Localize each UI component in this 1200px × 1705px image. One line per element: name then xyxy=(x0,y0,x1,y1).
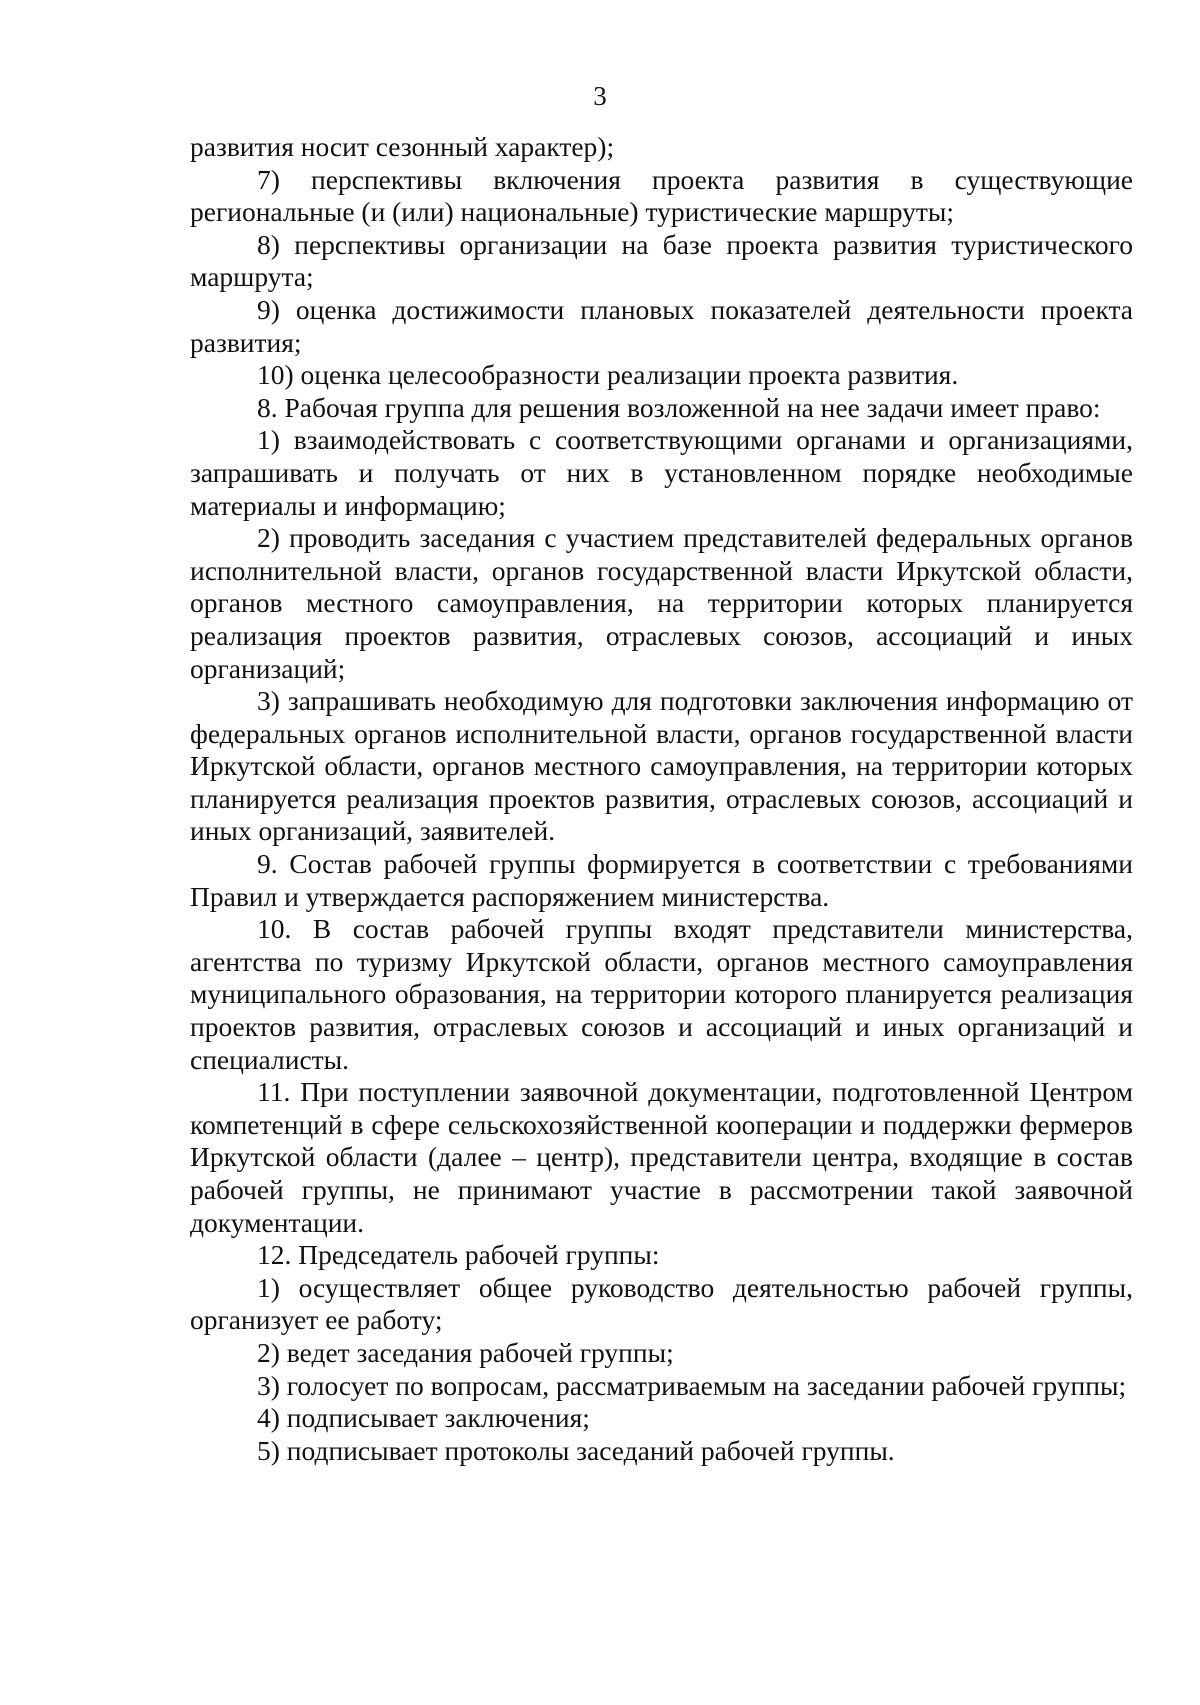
paragraph: 11. При поступлении заявочной документации, подготовленной Центром компетенций в сфере сельскохозяйственной кооперации и поддержки фермеров Иркутской области (далее – центр), представители центра, входящие в состав рабочей группы, не принимают участие в рассмотрении такой заявочной документации. xyxy=(190,1076,1133,1238)
paragraph: развития носит сезонный характер); xyxy=(190,131,615,162)
paragraph: 8) перспективы организации на базе проекта развития туристического маршрута; xyxy=(190,228,1133,293)
paragraph: 9) оценка достижимости плановых показателей деятельности проекта развития; xyxy=(190,293,1133,358)
paragraph: 3) запрашивать необходимую для подготовки заключения информацию от федеральных органов исполнительной власти, органов государственной власти Иркутской области, органов местного самоуправления, на территории которых планируется реализация проектов развития, отраслевых союзов, ассоциаций и иных организаций, заявителей. xyxy=(190,685,1133,847)
paragraph: 10. В состав рабочей группы входят представители министерства, агентства по туризму Иркутской области, органов местного самоуправления муниципального образования, на территории которого планируется реализация проектов развития, отраслевых союзов и ассоциаций и иных организаций и специалисты. xyxy=(190,913,1133,1075)
paragraph: 12. Председатель рабочей группы: xyxy=(257,1239,660,1271)
page-number: 3 xyxy=(593,81,607,111)
paragraph: 5) подписывает протоколы заседаний рабочей группы. xyxy=(257,1434,895,1466)
document-body xyxy=(190,131,1133,1467)
paragraph: 2) проводить заседания с участием представителей федеральных органов исполнительной власти, органов государственной власти Иркутской области, органов местного самоуправления, на территории которых планируется реализация проектов развития, отраслевых союзов, ассоциаций и иных организаций; xyxy=(190,522,1133,684)
paragraph: 1) взаимодействовать с соответствующими органами и организациями, запрашивать и получать от них в установленном порядке необходимые материалы и информацию; xyxy=(190,424,1133,521)
paragraph: 9. Состав рабочей группы формируется в соответствии с требованиями Правил и утверждается распоряжением министерства. xyxy=(190,848,1133,912)
paragraph: 7) перспективы включения проекта развития в существующие региональные (и (или) национальные) туристические маршруты; xyxy=(190,163,1133,228)
paragraph: 2) ведет заседания рабочей группы; xyxy=(257,1336,674,1368)
paragraph: 3) голосует по вопросам, рассматриваемым на заседании рабочей группы; xyxy=(257,1369,1127,1401)
paragraph: 4) подписывает заключения; xyxy=(257,1402,590,1434)
paragraph: 1) осуществляет общее руководство деятельностью рабочей группы, организует ее работу; xyxy=(190,1271,1133,1336)
paragraph: 10) оценка целесообразности реализации проекта развития. xyxy=(257,359,959,391)
paragraph: 8. Рабочая группа для решения возложенной на нее задачи имеет право: xyxy=(257,391,1101,423)
